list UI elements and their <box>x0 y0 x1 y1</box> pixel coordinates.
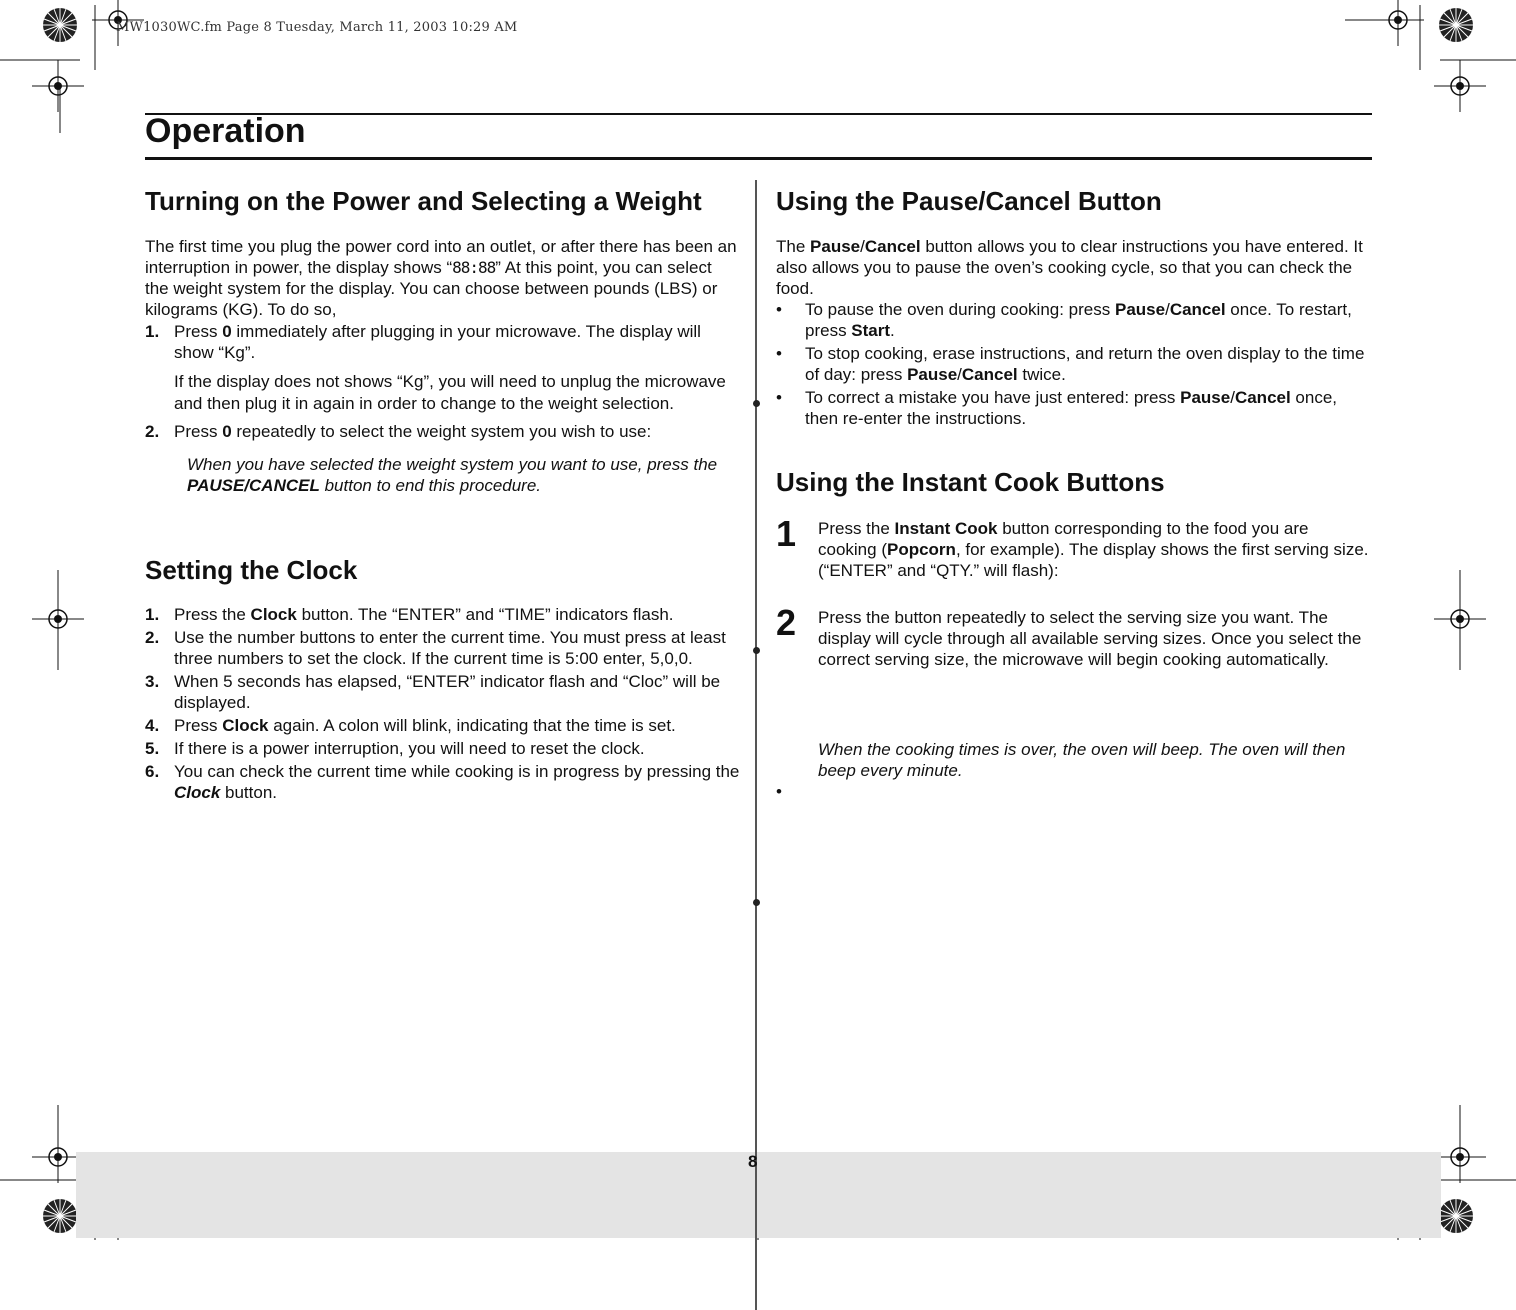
registration-target-icon <box>1434 60 1486 112</box>
instant-step-1: 1 Press the Instant Cook button corresponding to the food you are cooking (Popcorn, for example). The display shows the first serving size. (“ENTER” and “QTY.” will flash): <box>776 513 1369 580</box>
clock-step-1: 1. Press the Clock button. The “ENTER” and “TIME” indicators flash. <box>145 605 674 624</box>
clock-step-2: 2. Use the number buttons to enter the current time. You must press at least three numbers to set the clock. If the current time is 5:00 enter, 5,0,0. <box>145 628 726 668</box>
registration-target-icon <box>1372 0 1424 46</box>
power-note: When you have selected the weight system you want to use, press the PAUSE/CANCEL button to end this procedure. <box>187 455 718 495</box>
print-header: MW1030WC.fm Page 8 Tuesday, March 11, 2003 10:29 AM <box>116 20 518 35</box>
heading-instant-cook: Using the Instant Cook Buttons <box>776 467 1165 497</box>
clock-section <box>145 604 740 803</box>
power-step-1-extra: If the display does not shows “Kg”, you will need to unplug the microwave and then plug it in again in order to change to the weight selection. <box>174 372 726 413</box>
display-segment-icon: 88:88 <box>452 258 496 277</box>
power-section <box>145 236 740 496</box>
registration-star-icon <box>1439 1199 1473 1233</box>
step-number-2: 2 <box>776 602 797 643</box>
page-title: Operation <box>145 112 306 150</box>
clock-step-5: 5. If there is a power interruption, you will need to reset the clock. <box>145 739 645 758</box>
trailing-bullet: • <box>776 782 782 801</box>
separator-dot <box>753 400 760 407</box>
power-intro: The first time you plug the power cord into an outlet, or after there has been an interruption in power, the display shows “88:88” At this point, you can select the weight system for the display. You can choose between pounds (LBS) or kilograms (KG). To do so, <box>145 237 737 319</box>
separator-dot <box>753 899 760 906</box>
heading-power-weight: Turning on the Power and Selecting a Weight <box>145 186 702 216</box>
step-number-1: 1 <box>776 513 797 554</box>
heading-pause-cancel: Using the Pause/Cancel Button <box>776 186 1162 216</box>
pause-section <box>776 236 1366 429</box>
pause-intro: The Pause/Cancel button allows you to clear instructions you have entered. It also allows you to pause the oven’s cooking cycle, so that you can check the food. <box>776 237 1363 298</box>
clock-step-6: 6. You can check the current time while cooking is in progress by pressing the Clock button. <box>145 762 740 802</box>
pause-bullet-2: • To stop cooking, erase instructions, and return the oven display to the time of day: press Pause/Cancel twice. <box>776 344 1365 384</box>
registration-star-icon <box>43 1199 77 1233</box>
title-rule-top <box>145 113 1372 115</box>
clock-step-4: 4. Press Clock again. A colon will blink, indicating that the time is set. <box>145 716 676 735</box>
instant-step-2: 2 Press the button repeatedly to select the serving size you want. The display will cycle through all available serving sizes. Once you select the correct serving size, the microwave will begin cooking automatically. <box>776 602 1362 669</box>
clock-step-3: 3. When 5 seconds has elapsed, “ENTER” indicator flash and “Cloc” will be displayed. <box>145 672 721 712</box>
registration-star-icon <box>43 8 77 42</box>
separator-dot <box>753 647 760 654</box>
page-number: 8 <box>748 1152 758 1171</box>
power-step-2: 2. Press 0 repeatedly to select the weight system you wish to use: <box>145 422 652 441</box>
registration-target-icon <box>32 60 84 112</box>
power-step-1: 1. Press 0 immediately after plugging in your microwave. The display will show “Kg”. <box>145 322 701 362</box>
registration-star-icon <box>1439 8 1473 42</box>
title-rule-bottom <box>145 157 1372 160</box>
pause-bullet-1: • To pause the oven during cooking: press Pause/Cancel once. To restart, press Start. <box>776 300 1352 340</box>
footer-band <box>76 1152 1441 1238</box>
instant-note: When the cooking times is over, the oven will beep. The oven will then beep every minute. <box>818 740 1346 780</box>
pause-bullet-3: • To correct a mistake you have just entered: press Pause/Cancel once, then re-enter the instructions. <box>776 388 1338 428</box>
heading-setting-clock: Setting the Clock <box>145 555 358 585</box>
